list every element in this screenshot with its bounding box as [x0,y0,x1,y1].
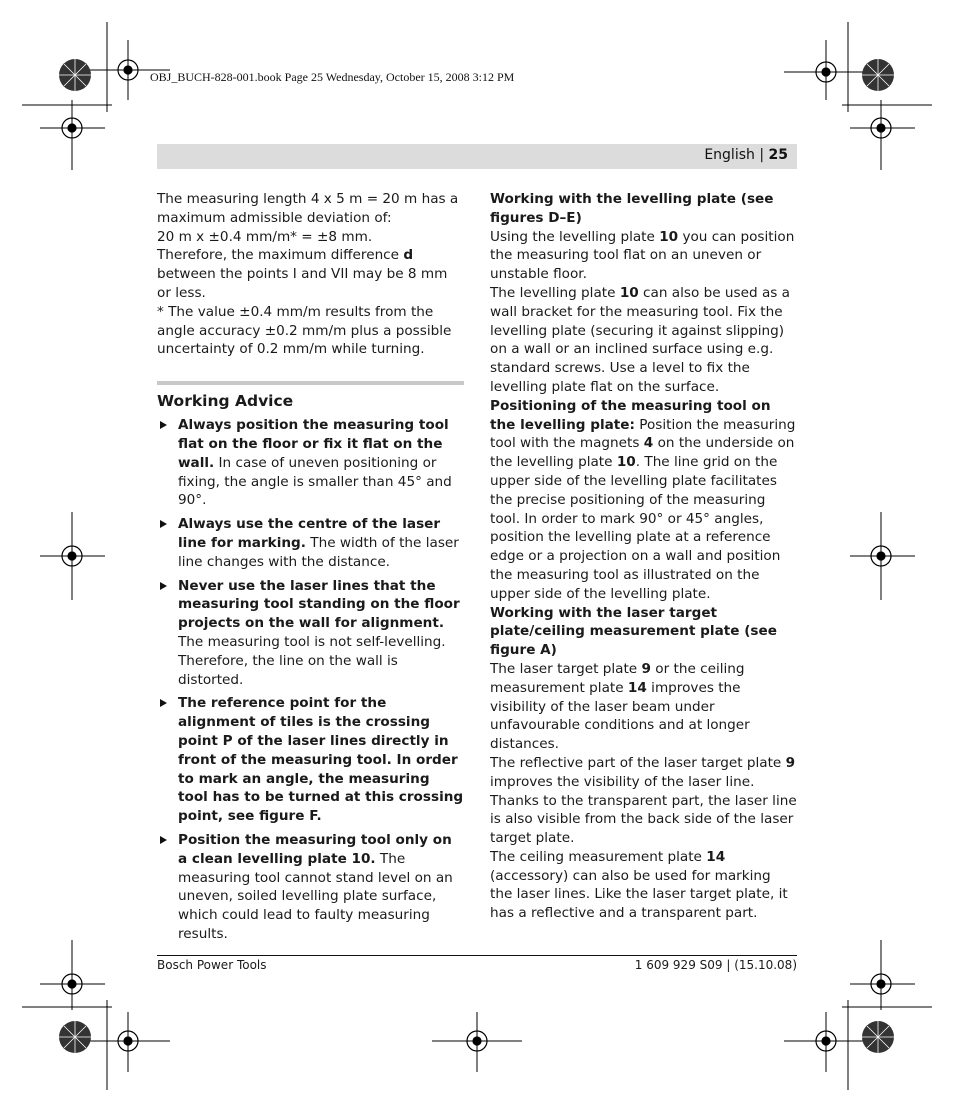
bullet-triangle-icon [160,699,167,707]
left-column [157,190,464,949]
heading-levelling-plate: Working with the levelling plate (see figures D–E) [490,191,774,226]
page-header [157,144,797,169]
page-number: 25 [768,147,788,163]
paragraph-deviation: 20 m x ±0.4 mm/m* = ±8 mm. [157,228,373,245]
list-item: Always use the centre of the laser line for marking. The width of the laser line changes with the distance. [157,515,464,571]
section-title: Working Advice [157,392,294,411]
bullet-triangle-icon [160,582,167,590]
list-item: Always position the measuring tool flat on the floor or fix it flat on the wall. In case of uneven positioning or fixing, the angle is smaller than 45° and 90°. [157,416,464,510]
list-item: The reference point for the alignment of tiles is the crossing point P of the laser lines directly in front of the measuring tool. In order to mark an angle, the measuring tool has to be turned at this crossing point, see figure F. [157,694,464,826]
paragraph-ceiling-plate: The ceiling measurement plate 14 (accessory) can also be used for marking the laser lines. Like the laser target plate, it has a reflective and a transparent part. [490,848,788,922]
header-text [704,147,788,163]
paragraph-measuring-length: The measuring length 4 x 5 m = 20 m has a maximum admissible deviation of: [157,191,459,226]
right-column [490,190,797,923]
footer-doc-number: 1 609 929 S09 | (15.10.08) [634,958,797,972]
paragraph-difference: Therefore, the maximum difference d between the points I and VII may be 8 mm or less. [157,247,448,301]
header-language: English [704,147,755,163]
paragraph-levelling-plate: Using the levelling plate 10 you can position the measuring tool flat on an uneven or unstable floor. [490,228,795,283]
section-divider [157,381,464,385]
footer-brand: Bosch Power Tools [157,958,267,972]
bullet-triangle-icon [160,421,167,429]
paragraph-footnote: * The value ±0.4 mm/m results from the angle accuracy ±0.2 mm/m plus a possible uncertainty of 0.2 mm/m while turning. [157,303,452,358]
print-info: OBJ_BUCH-828-001.book Page 25 Wednesday, October 15, 2008 3:12 PM [150,70,515,84]
bullet-triangle-icon [160,836,167,844]
paragraph-target-plate: The laser target plate 9 or the ceiling measurement plate 14 improves the visibility of the laser beam under unfavourable conditions and at longer distances. [490,660,750,753]
header-separator: | [759,147,765,163]
heading-target-plate: Working with the laser target plate/ceiling measurement plate (see figure A) [490,604,777,659]
list-item: Never use the laser lines that the measuring tool standing on the floor projects on the wall for alignment. The measuring tool is not self-levelling. Therefore, the line on the wall is distorted. [157,577,464,690]
list-item: Position the measuring tool only on a clean levelling plate 10. The measuring tool cannot stand level on an uneven, soiled levelling plate surface, which could lead to faulty measuring results. [157,831,464,944]
paragraph-wall-bracket: The levelling plate 10 can also be used as a wall bracket for the measuring tool. Fix the levelling plate (securing it against slipping) on a wall or an inclined surface using e.g. standard screws. Use a level to fix the levelling plate flat on the surface. [490,284,791,395]
footer-rule [157,955,797,956]
advice-list [157,416,464,944]
paragraph-positioning: Positioning of the measuring tool on the levelling plate: Position the measuring tool with the magnets 4 on the underside on the levelling plate 10. The line grid on the upper side of the levelling plate facilitates the precise positioning of the measuring tool. In order to mark 90° or 45° angles, position the levelling plate at a reference edge or a projection on a wall and position the measuring tool as illustrated on the upper side of the levelling plate. [490,397,796,602]
bullet-triangle-icon [160,520,167,528]
paragraph-reflective-part: The reflective part of the laser target plate 9 improves the visibility of the laser line. Thanks to the transparent part, the laser line is also visible from the back side of the laser target plate. [490,754,797,847]
